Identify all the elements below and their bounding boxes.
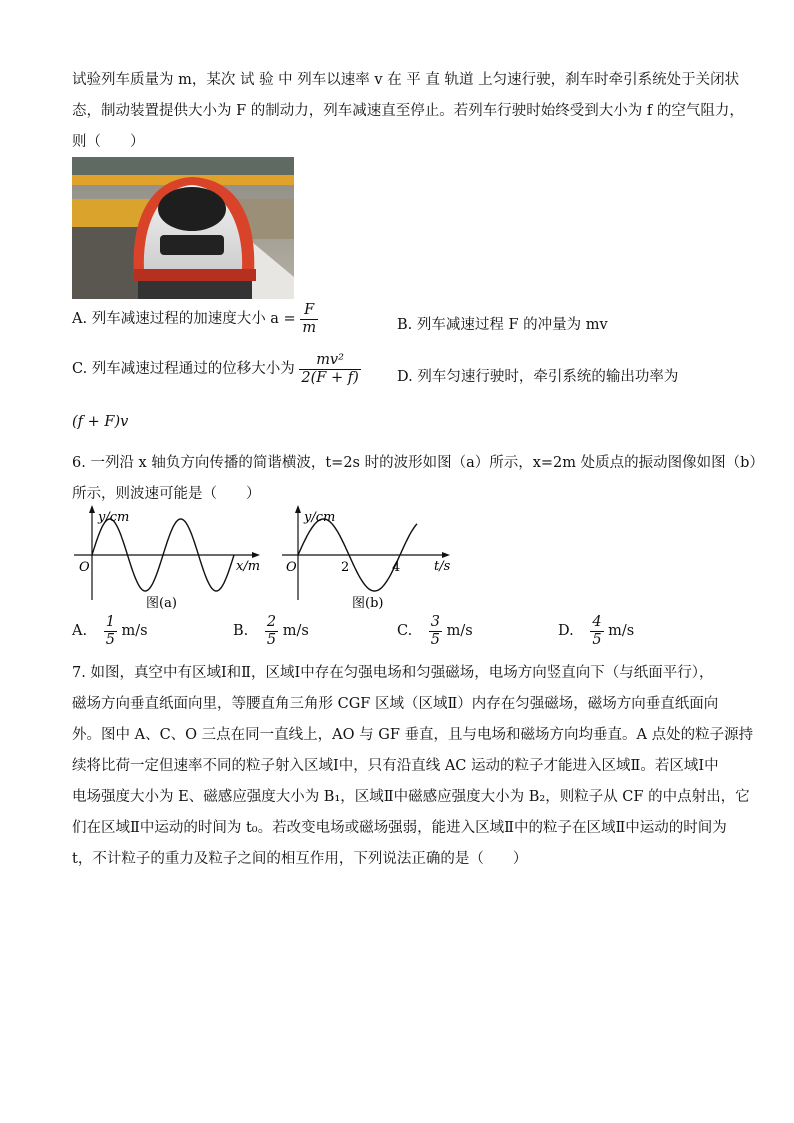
q5-option-a-fraction [300,302,318,336]
q6-line1: 6. 一列沿 x 轴负方向传播的简谐横波，t=2s 时的波形如图（a）所示，x=2m 处质点的振动图像如图（b） [72,455,764,471]
tick-label-4: 4 [392,560,401,575]
frac-numerator: 2 [266,614,277,630]
q6-option-c [397,614,473,648]
q5-option-a [72,302,318,336]
q5-option-c-text: C. 列车减速过程通过的位移大小为 [72,361,295,378]
q5-option-a-text: A. 列车减速过程的加速度大小 a = [72,311,296,328]
q5-option-c-fraction [299,352,360,386]
q7-line-5: 电场强度大小为 E、磁感应强度大小为 B₁，区域Ⅱ中磁感应强度大小为 B₂，则粒子从 CF 的中点射出，它 [72,789,750,805]
q7-line-3: 外。图中 A、C、O 三点在同一直线上，AO 与 GF 垂直，且与电场和磁场方向均垂直。A 点处的粒子源持 [72,727,754,743]
frac-numerator: 4 [592,614,602,630]
figure-caption: 图(b) [352,596,384,611]
option-letter: A. [72,623,88,640]
frac-denominator: 2(F + f) [301,369,359,386]
q5-line1: 试验列车质量为 m，某次 试 验 中 列车以速率 v 在 平 直 轨道 上匀速行驶，刹车时牵引系统处于关闭状 [72,72,740,88]
q6-option-a [72,614,148,648]
option-unit: m/s [446,623,473,640]
y-axis-label: y/cm [98,510,130,525]
q7-line-1: 7. 如图，真空中有区域Ⅰ和Ⅱ，区域Ⅰ中存在匀强电场和匀强磁场，电场方向竖直向下（与纸面平行）， [72,665,714,681]
option-letter: D. [558,623,574,640]
q7-line-2: 磁场方向垂直纸面向里，等腰直角三角形 CGF 区域（区域Ⅱ）内存在匀强磁场，磁场方向垂直纸面向 [72,696,719,712]
q6-option-d [558,614,634,648]
frac-numerator: F [300,302,318,320]
y-axis-arrow [295,505,301,513]
y-axis-label: y/cm [304,510,336,525]
q5-line3: 则（ ） [72,134,145,150]
frac-denominator: 5 [105,631,115,648]
figure-caption: 图(a) [146,596,177,611]
q5-line2: 态，制动装置提供大小为 F 的制动力，列车减速直至停止。若列车行驶时始终受到大小为 f 的空气阻力， [72,103,744,119]
vibration-graph-b [278,505,468,613]
q6-option-b [233,614,309,648]
x-axis-arrow [252,552,260,558]
origin-label: O [79,560,90,575]
y-axis-arrow [89,505,95,513]
wave-graph-a [68,505,268,613]
q5-option-d-cont: (f + F)v [72,414,129,430]
train-photo [72,157,294,299]
frac-denominator: 5 [592,631,602,648]
x-axis-arrow [442,552,450,558]
q5-option-c [72,352,361,386]
option-unit: m/s [121,623,148,640]
tick-label-2: 2 [341,560,350,575]
frac-denominator: 5 [266,631,277,648]
option-fraction [429,614,442,648]
x-axis-label: x/m [236,559,261,574]
q6-line2: 所示，则波速可能是（ ） [72,486,261,502]
option-unit: m/s [282,623,309,640]
x-axis-label: t/s [434,559,451,574]
option-unit: m/s [608,623,635,640]
q5-option-d: D. 列车匀速行驶时，牵引系统的输出功率为 [397,369,679,385]
q7-line-4: 续将比荷一定但速率不同的粒子射入区域Ⅰ中，只有沿直线 AC 运动的粒子才能进入区域Ⅱ。若区域Ⅰ中 [72,758,719,774]
q7-line-6: 们在区域Ⅱ中运动的时间为 t₀。若改变电场或磁场强弱，能进入区域Ⅱ中的粒子在区域Ⅱ中运动的时间为 [72,820,727,836]
q5-option-b: B. 列车减速过程 F 的冲量为 mv [397,317,608,333]
frac-numerator: 1 [105,614,115,630]
q7-line-7: t，不计粒子的重力及粒子之间的相互作用，下列说法正确的是（ ） [72,851,528,867]
frac-numerator: 3 [430,614,441,630]
option-fraction [104,614,117,648]
origin-label: O [286,560,297,575]
frac-numerator: mv² [299,352,360,370]
frac-denominator: m [302,319,317,336]
option-letter: C. [397,623,413,640]
option-fraction [265,614,278,648]
option-fraction [590,614,603,648]
frac-denominator: 5 [430,631,441,648]
option-letter: B. [233,623,249,640]
